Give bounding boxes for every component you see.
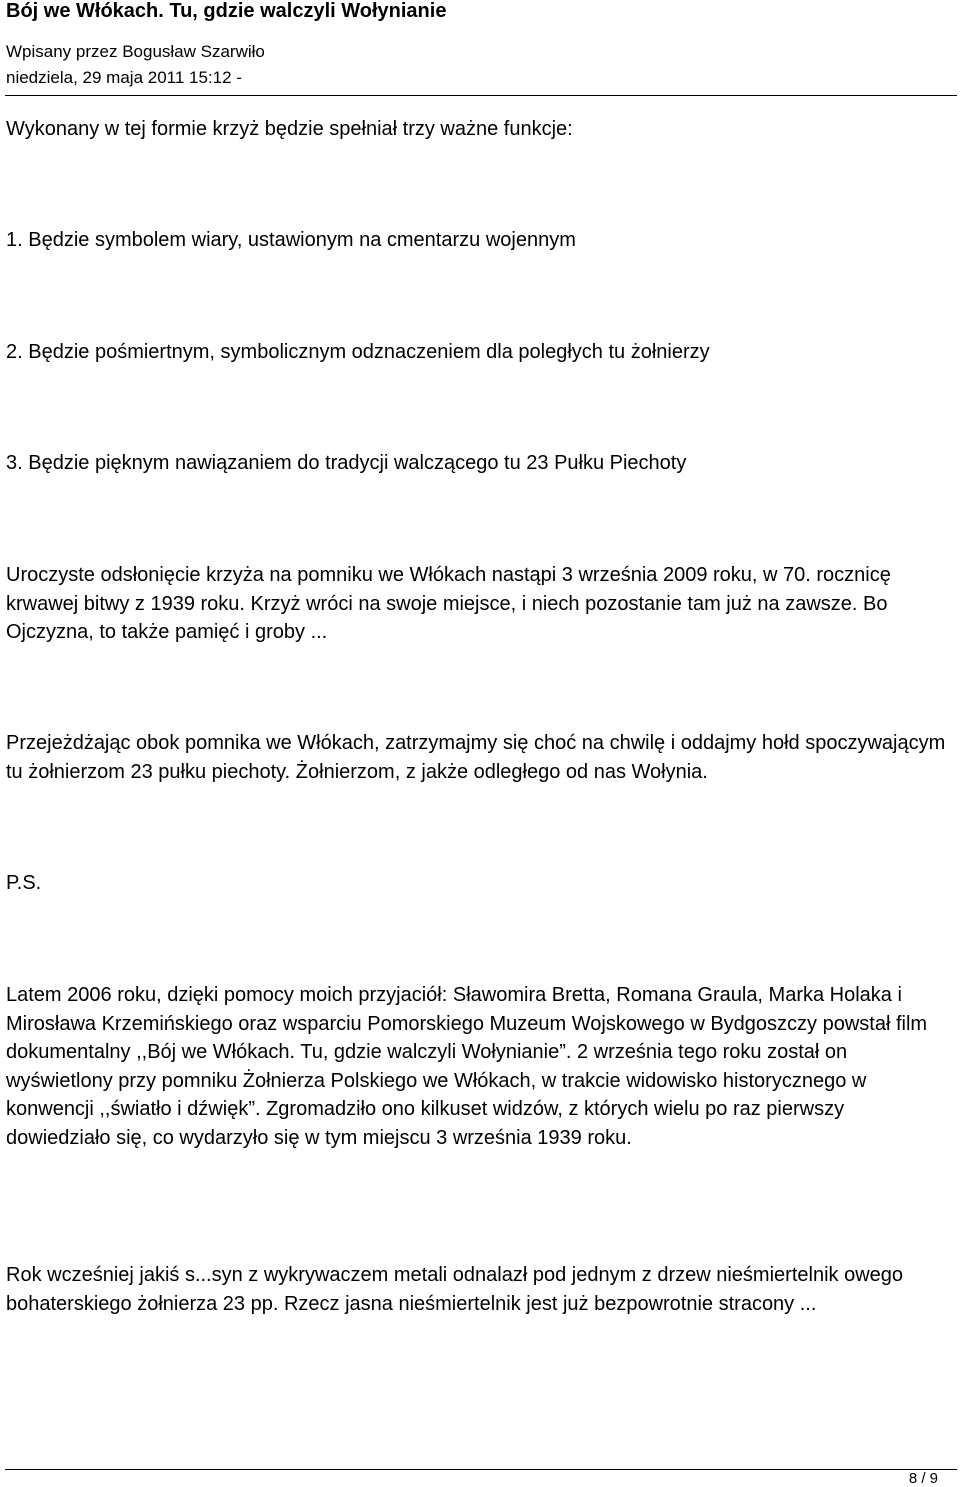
paragraph-dog-tag: Rok wcześniej jakiś s...syn z wykrywaczem metali odnalazł pod jednym z drzew nieśmiertelnik owego bohaterskiego żołnierza 23 pp. Rzecz jasna nieśmiertelnik jest już bezpowrotnie stracony ... [6, 1264, 904, 1315]
header-divider [5, 95, 957, 96]
paragraph-function-3: 3. Będzie pięknym nawiązaniem do tradycji walczącego tu 23 Pułku Piechoty [6, 452, 687, 474]
footer-divider [5, 1469, 957, 1470]
paragraph-tribute: Przejeżdżając obok pomnika we Włókach, zatrzymajmy się choć na chwilę i oddajmy hołd spoczywającym tu żołnierzom 23 pułku piechoty. Żołnierzom, z jakże odległego od nas Wołynia. [6, 732, 946, 783]
article-author: Wpisany przez Bogusław Szarwiło [6, 42, 265, 61]
article-title: Bój we Włókach. Tu, gdzie walczyli Wołynianie [6, 0, 447, 22]
paragraph-ps-label: P.S. [6, 872, 42, 894]
paragraph-intro: Wykonany w tej formie krzyż będzie spełniał trzy ważne funkcje: [6, 118, 573, 140]
paragraph-function-2: 2. Będzie pośmiertnym, symbolicznym odznaczeniem dla poległych tu żołnierzy [6, 341, 710, 363]
article-date: niedziela, 29 maja 2011 15:12 - [6, 68, 242, 87]
paragraph-function-1: 1. Będzie symbolem wiary, ustawionym na cmentarzu wojennym [6, 229, 576, 251]
paragraph-unveiling: Uroczyste odsłonięcie krzyża na pomniku we Włókach nastąpi 3 września 2009 roku, w 70. rocznicę krwawej bitwy z 1939 roku. Krzyż wróci na swoje miejsce, i niech pozostanie tam już na zawsze. Bo Ojczyzna, to także pamięć i groby ... [6, 564, 891, 643]
page-number: 8 / 9 [908, 1470, 938, 1487]
paragraph-documentary: Latem 2006 roku, dzięki pomocy moich przyjaciół: Sławomira Bretta, Romana Graula, Marka Holaka i Mirosława Krzemińskiego oraz wsparciu Pomorskiego Muzeum Wojskowego w Bydgoszczy powstał film dokumentalny ,,Bój we Włókach. Tu, gdzie walczyli Wołynianie”. 2 września tego roku został on wyświetlony przy pomniku Żołnierza Polskiego we Włókach, w trakcie widowisko historycznego w konwencji ,,światło i dźwięk”. Zgromadziło ono kilkuset widzów, z których wielu po raz pierwszy dowiedziało się, co wydarzyło się w tym miejscu 3 września 1939 roku. [6, 984, 928, 1149]
